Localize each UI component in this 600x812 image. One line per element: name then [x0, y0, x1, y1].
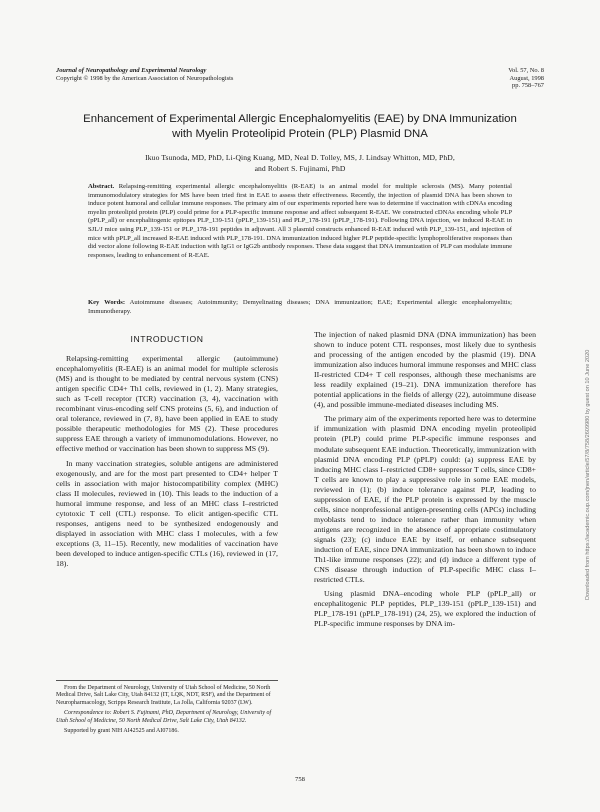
- page-range: pp. 758–767: [512, 82, 544, 90]
- body-paragraph: Using plasmid DNA–encoding whole PLP (pPLP_all) or encephalitogenic PLP peptides, PLP_139-151 (pPLP_139-151) and PLP_178-191 (pPLP_178-191) (24, 25), we explored the induction of PLP-specific immune responses by DNA im-: [314, 589, 536, 629]
- page-number: 758: [295, 776, 305, 783]
- abstract-label: Abstract.: [88, 183, 115, 190]
- footnotes: [56, 680, 278, 738]
- issue-info: [508, 67, 544, 90]
- author-list: [60, 152, 540, 174]
- download-notice: Downloaded from https://academic.oup.com/jnen/article/57/8/758/2609980 by guest on 10 June 2020: [585, 349, 591, 600]
- journal-header: [56, 67, 233, 82]
- authors-line: and Robert S. Fujinami, PhD: [254, 164, 346, 173]
- journal-name: Journal of Neuropathology and Experimental Neurology: [56, 67, 207, 74]
- abstract-text: Relapsing-remitting experimental allergic encephalomyelitis (R-EAE) is an animal model for multiple sclerosis (MS). Many potential immunomodulatory strategies for MS have been tried first in EAE to assess their effectiveness. Recently, the injection of plasmid DNA has been shown to induce potent humoral and cellular immune responses. The primary aim of our experiments reported here was to determine if vaccination with cDNAs encoding myelin proteolipid protein (PLP) could prime for a PLP-specific immune response and affect subsequent R-EAE. We constructed cDNAs encoding whole PLP (pPLP_all) or encephalitogenic epitopes PLP_139-151 (pPLP_139-151) and PLP_178-191 (pPLP_178-191). Following DNA injection, we induced R-EAE in SJL/J mice using PLP_139-151 or PLP_178-191 peptides in adjuvant. All 3 plasmid constructs enhanced R-EAE induced with PLP_139-151, and injection of mice with pPLP_all increased R-EAE induced with PLP_178-191. DNA immunization induced higher PLP peptide-specific lymphoproliferative responses than did vector alone following R-EAE induction with IgG1 or IgG2b antibody responses. These data suggest that DNA immunization of PLP can modulate immune responses, leading to enhancement of R-EAE.: [88, 183, 512, 259]
- authors-line: Ikuo Tsunoda, MD, PhD, Li-Qing Kuang, MD, Neal D. Tolley, MS, J. Lindsay Whitton, MD, PhD,: [145, 153, 455, 162]
- right-column: [314, 330, 536, 629]
- keywords-text: Autoimmune diseases; Autoimmunity; Demyelinating diseases; DNA immunization; EAE; Experimental allergic encephalomyelitis; Immunotherapy.: [88, 299, 512, 315]
- body-paragraph: Relapsing-remitting experimental allergic (autoimmune) encephalomyelitis (R-EAE) is an animal model for multiple sclerosis (MS) and is thought to be mediated by central nervous system (CNS) antigen specific CD4+ Th1 cells, reviewed in (1, 2). Many strategies, such as T-cell receptor (TCR) vaccination (3, 4), vaccination with recombinant virus-encoding self CNS proteins (5, 6), and induction of oral tolerance, reviewed in (7, 8), have been applied in EAE to study possible therapeutic methodologies for MS (2). These procedures suppress EAE through a variety of immunomodulations. However, no effective method or vaccination has been shown to suppress MS (9).: [56, 354, 278, 454]
- issue-date: August, 1998: [509, 74, 544, 82]
- section-heading: INTRODUCTION: [130, 334, 204, 344]
- article-title: [60, 112, 540, 142]
- download-watermark: [583, 150, 593, 600]
- keywords-label: Key Words:: [88, 299, 126, 306]
- affiliation-note: From the Department of Neurology, University of Utah School of Medicine, 50 North Medical Drive, Salt Lake City, Utah 84132 (IT, LQK, NDT, RSF), and the Department of Neuropharmacology, Scripps Research Institute, La Jolla, California 92037 (LW).: [56, 685, 271, 706]
- title-line: Enhancement of Experimental Allergic Encephalomyelitis (EAE) by DNA Immunization: [83, 113, 517, 125]
- journal-copyright: Copyright © 1998 by the American Association of Neuropathologists: [56, 74, 234, 82]
- abstract: [88, 183, 512, 260]
- funding-note: Supported by grant NIH AI42525 and AI07186.: [64, 728, 179, 735]
- body-paragraph: In many vaccination strategies, soluble antigens are administered exogenously, and are for the most part presented to CD4+ helper T cells in association with major histocompatibility complex (MHC) class II molecules, reviewed in (10). This leads to the induction of a humoral immune response, and less of an MHC class I–restricted cytotoxic T cell (CTL) response. To elicit antigen-specific CTL responses, antigens need to be synthesized endogenously and displayed in association with MHC class I molecules, with a few exceptions (3, 11–15). Recently, new modalities of vaccination have been developed to induce antigen-specific CTLs (16), reviewed in (17, 18).: [56, 458, 278, 568]
- title-line: with Myelin Proteolipid Protein (PLP) Plasmid DNA: [172, 128, 428, 140]
- body-paragraph: The injection of naked plasmid DNA (DNA immunization) has been shown to induce potent CTL responses, most likely due to synthesis and processing of the antigen encoded by the plasmid (19). DNA immunization also induces humoral immune responses and MHC class II-restricted CD4+ T cell responses, although these mechanisms are less readily explained (19–21). DNA immunization therefore has potential applications in the fields of allergy (22), autoimmune disease (4), and possible immune-mediated diseases including MS.: [314, 330, 536, 410]
- volume-number: Vol. 57, No. 8: [508, 67, 544, 74]
- correspondence-note: Correspondence to: Robert S. Fujinami, PhD, Department of Neurology, University of Utah School of Medicine, 50 North Medical Drive, Salt Lake City, Utah 84132.: [56, 710, 272, 724]
- keywords: [88, 299, 512, 316]
- body-paragraph: The primary aim of the experiments reported here was to determine if immunization with plasmid DNA encoding myelin proteolipid protein (PLP) could prime PLP-specific immune responses and modulate subsequent EAE induction. Theoretically, immunization with plasmid DNA encoding PLP (pPLP) could: (a) suppress EAE by inducing MHC class I–restricted CD8+ suppressor T cells, since CD8+ T cells are known to play a suppressive role in some EAE models, reviewed in (1); (b) induce tolerance against PLP, leading to suppression of EAE, if the PLP protein is expressed by the muscle cells, since nonprofessional antigen-presenting cells (APCs) including myoblasts tend to induce tolerance rather than immunity when antigens are recognized in the absence of appropriate costimulatory signals (23); (c) induce EAE by itself, or enhance subsequent induction of EAE, since DNA immunization has been shown to induce Th1-like immune responses (22); and (d) induce a different type of CNS disease through induction of PLP-specific MHC class I–restricted CTLs.: [314, 414, 536, 585]
- left-column: [56, 334, 278, 569]
